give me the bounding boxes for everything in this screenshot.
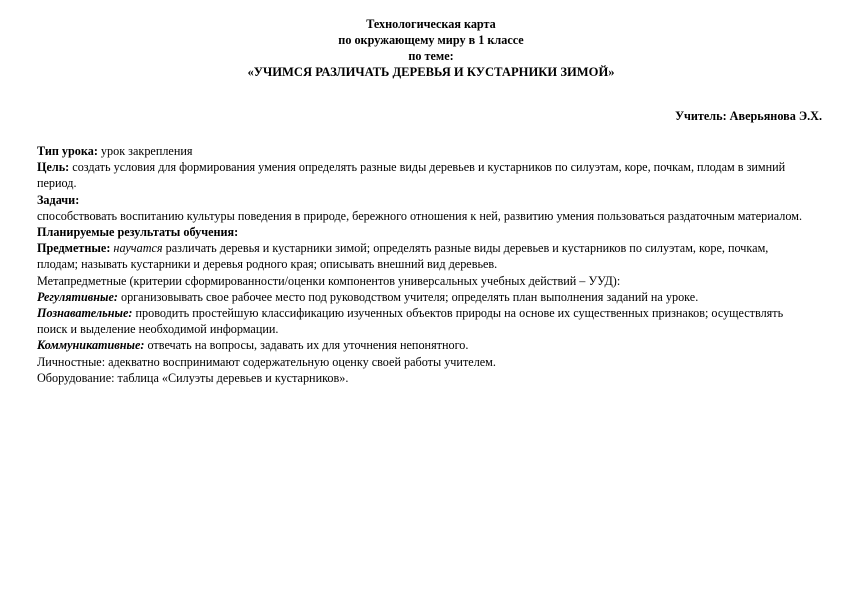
document-body [37,143,807,386]
metasubject-results: Метапредметные (критерии сформированности/оценки компонентов универсальных учебных действий – УУД): [37,273,621,288]
subject-value: различать деревья и кустарники зимой; определять разные виды деревьев и кустарников по силуэтам, коре, почкам, плодам; называть кустарники и деревья родного края; описывать внешний вид деревьев. [37,241,769,272]
cognitive-value: проводить простейшую классификацию изученных объектов природы на основе их существенных признаков; осуществлять поиск и выделение необходимой информации. [37,306,784,337]
subject-results [37,240,807,272]
communicative-label: Коммуникативные: [37,338,145,353]
regulatory-label: Регулятивные: [37,289,118,304]
equipment: Оборудование: таблица «Силуэты деревьев и кустарников». [37,370,349,385]
header-topic: «УЧИМСЯ РАЗЛИЧАТЬ ДЕРЕВЬЯ И КУСТАРНИКИ ЗИМОЙ» [247,65,615,79]
goal-value: создать условия для формирования умения определять разные виды деревьев и кустарников по силуэтам, коре, почкам, плодам в зимний период. [37,160,786,191]
header-title: Технологическая карта [366,17,496,31]
subject-italic: научатся [110,241,163,256]
lesson-type-value: урок закрепления [97,144,193,158]
regulatory-value: организовывать свое рабочее место под руководством учителя; определять план выполнения заданий на уроке. [117,289,699,304]
cognitive-results [37,305,807,337]
tasks-label: Задачи: [37,192,80,207]
personal-results: Личностные: адекватно воспринимают содержательную оценку своей работы учителем. [37,354,496,369]
communicative-results [37,337,807,353]
cognitive-label: Познавательные: [37,306,133,321]
lesson-type [37,143,807,159]
tasks-value: способствовать воспитанию культуры поведения в природе, бережного отношения к ней, развитию умения пользоваться раздаточным материалом. [37,208,803,223]
subject-label: Предметные: [37,241,111,256]
communicative-value: отвечать на вопросы, задавать их для уточнения непонятного. [144,338,469,353]
planned-results-label: Планируемые результаты обучения: [37,225,239,240]
regulatory-results [37,289,807,305]
header-topic-label: по теме: [408,49,454,63]
goal-label: Цель: [37,160,70,175]
teacher-name: Учитель: Аверьянова Э.Х. [675,109,822,123]
document-header [0,16,842,80]
goal [37,159,807,191]
header-subject: по окружающему миру в 1 классе [338,33,524,47]
lesson-type-label: Тип урока: [37,144,98,158]
